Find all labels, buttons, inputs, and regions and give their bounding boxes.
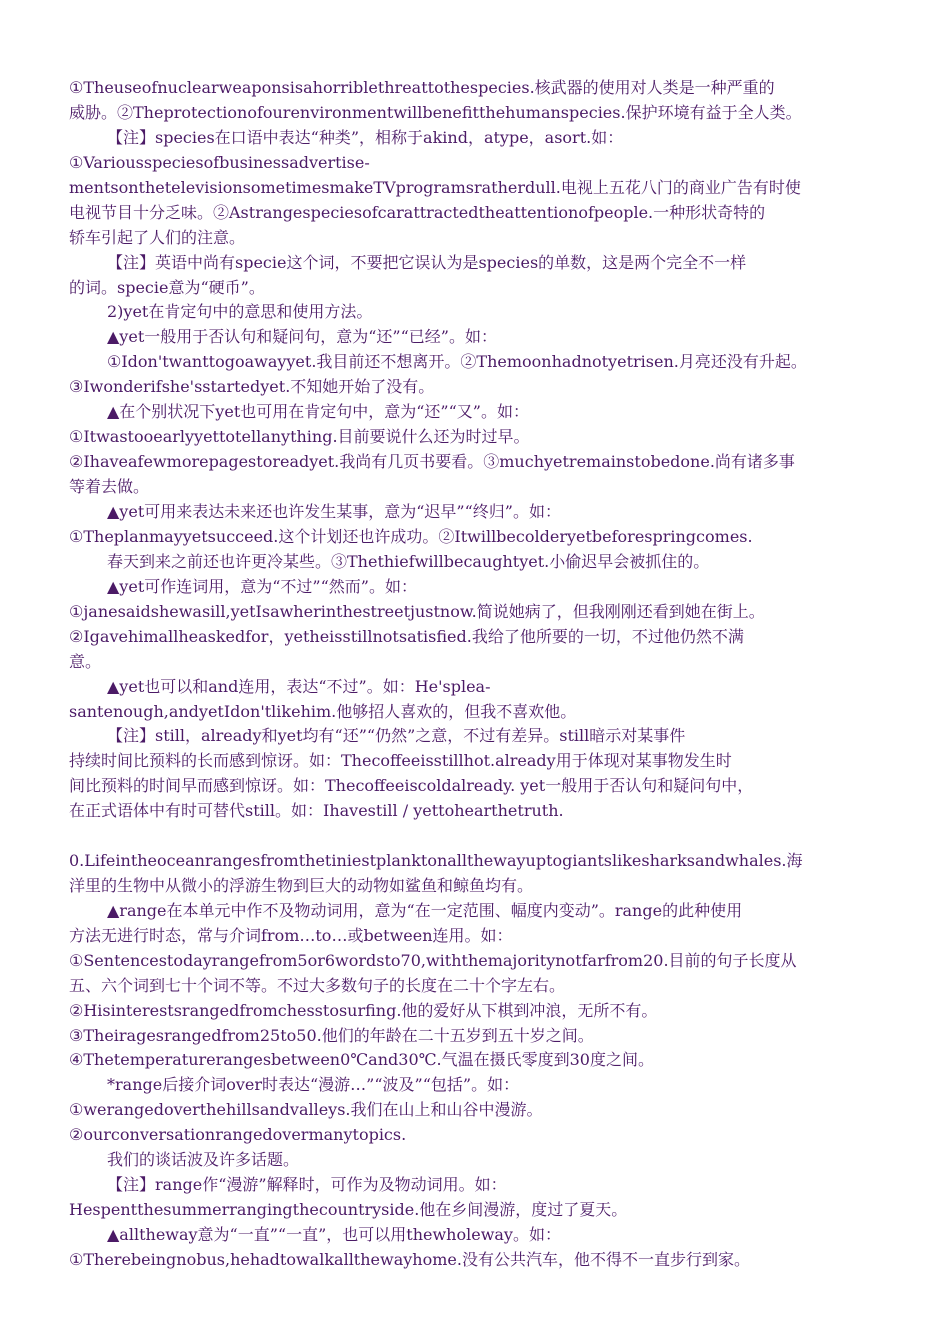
text-line: 间比预料的时间早而感到惊讶。如：Thecoffeeiscoldalready. yet一般用于否认句和疑问句中， [69,776,754,795]
text-line: 我们的谈话波及许多话题。 [107,1150,300,1169]
note-line: 【注】species在口语中表达“种类”，相称于akind，atype，asort.如： [107,128,624,147]
note-line: 【注】still，already和yet均有“还”“仍然”之意，不过有差异。still暗示对某事件 [107,726,686,745]
text-line: 方法无进行时态，常与介词from…to…或between连用。如： [69,926,513,945]
text-line: ①Itwastooearlyyettotellanything.目前要说什么还为时过早。 [69,427,530,446]
text-line: ②Ihaveafewmorepagestoreadyet.我尚有几页书要看。③muchyetremainstobedone.尚有诸多事 [69,452,795,471]
text-line: ①Theplanmayyetsucceed.这个计划还也许成功。②Itwillbecolderyetbeforespringcomes. [69,527,753,546]
section-heading: 2)yet在肯定句中的意思和使用方法。 [107,302,373,321]
text-line: 意。 [69,652,102,671]
text-line: 持续时间比预料的长而感到惊讶。如：Thecoffeeisstillhot.already用于体现对某事物发生时 [69,751,732,770]
text-line: ②ourconversationrangedovermanytopics. [69,1125,407,1144]
note-line: 【注】range作“漫游”解释时，可作为及物动词用。如： [107,1175,507,1194]
text-line: ①werangedoverthehillsandvalleys.我们在山上和山谷中漫游。 [69,1100,543,1119]
text-line: 在正式语体中有时可替代still。如：Ihavestill / yettohearthetruth. [69,801,564,820]
text-line: ②Hisinterestsrangedfromchesstosurfing.他的爱好从下棋到冲浪，无所不有。 [69,1001,658,1020]
text-line: ①janesaidshewasill,yetIsawherinthestreetjustnow.简说她病了，但我刚刚还看到她在街上。 [69,602,765,621]
text-line: mentsonthetelevisionsometimesmakeTVprogramsratherdull.电视上五花八门的商业广告有时使 [69,178,801,197]
text-line: ①Variousspeciesofbusinessadvertise- [69,153,370,172]
text-line: ①Therebeingnobus,hehadtowalkallthewayhome.没有公共汽车，他不得不一直步行到家。 [69,1250,750,1269]
text-line: 电视节目十分乏味。②Astrangespeciesofcarattractedtheattentionofpeople.一种形状奇特的 [69,203,766,222]
bullet-line: *range后接介词over时表达“漫游…”“波及”“包括”。如： [107,1075,520,1094]
text-line: ①Theuseofnuclearweaponsisahorriblethreattothespecies.核武器的使用对人类是一种严重的 [69,78,775,97]
text-line: 春天到来之前还也许更冷某些。③Thethiefwillbecaughtyet.小偷迟早会被抓住的。 [107,552,710,571]
bullet-line: ▲yet可用来表达未来还也许发生某事，意为“迟早”“终归”。如： [107,502,561,521]
bullet-line: ▲在个别状况下yet也可用在肯定句中，意为“还”“又”。如： [107,402,529,421]
text-line: ②Igavehimallheaskedfor，yetheisstillnotsatisfied.我给了他所要的一切，不过他仍然不满 [69,627,744,646]
text-line: Hespentthesummerrangingthecountryside.他在乡间漫游，度过了夏天。 [69,1200,628,1219]
text-line: 威胁。②Theprotectionofourenvironmentwillbenefitthehumanspecies.保护环境有益于全人类。 [69,103,802,122]
bullet-line: ▲yet可作连词用，意为“不过”“然而”。如： [107,577,417,596]
text-line: santenough,andyetIdon'tlikehim.他够招人喜欢的，但我不喜欢他。 [69,702,577,721]
text-line: 轿车引起了人们的注意。 [69,228,246,247]
text-line: ①Sentencestodayrangefrom5or6wordsto70,withthemajoritynotfarfrom20.目前的句子长度从 [69,951,797,970]
text-line: ①Idon'twanttogoawayyet.我目前还不想离开。②Themoonhadnotyetrisen.月亮还没有升起。 [107,352,807,371]
text-line: 洋里的生物中从微小的浮游生物到巨大的动物如鲨鱼和鲸鱼均有。 [69,876,534,895]
bullet-line: ▲yet一般用于否认句和疑问句，意为“还”“已经”。如： [107,327,497,346]
text-line: ④Thetemperaturerangesbetween0℃and30℃.气温在摄氏零度到30度之间。 [69,1050,654,1069]
text-line: 等着去做。 [69,477,150,496]
bullet-line: ▲alltheway意为“一直”“一直”，也可以用thewholeway。如： [107,1225,561,1244]
text-line: ③Iwonderifshe'sstartedyet.不知她开始了没有。 [69,377,435,396]
text-line: 的词。specie意为“硬币”。 [69,278,265,297]
bullet-line: ▲range在本单元中作不及物动词用，意为“在一定范围、幅度内变动”。range的此种使用 [107,901,743,920]
note-line: 【注】英语中尚有specie这个词，不要把它误认为是species的单数，这是两个完全不一样 [107,253,747,272]
bullet-line: ▲yet也可以和and连用，表达“不过”。如：He'splea- [107,677,491,696]
text-line: 0.Lifeintheoceanrangesfromthetiniestplanktonallthewayuptogiantslikesharksandwhales.海 [69,851,803,870]
text-line: ③Theiragesrangedfrom25to50.他们的年龄在二十五岁到五十岁之间。 [69,1026,594,1045]
text-line: 五、六个词到七十个词不等。不过大多数句子的长度在二十个字左右。 [69,976,566,995]
